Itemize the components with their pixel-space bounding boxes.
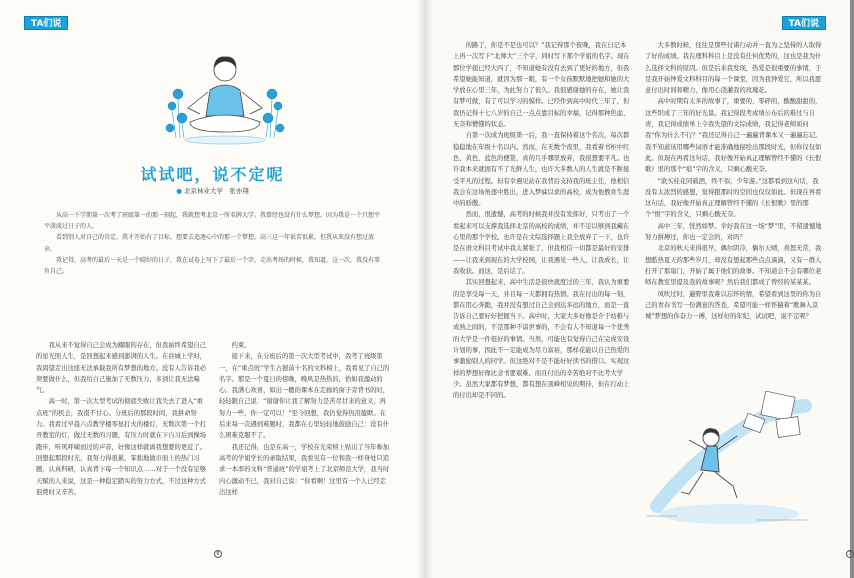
body-paragraph: 大多数时候，往往是那些付诸行动并一直为之坚持的人取得了好的成绩。我在理科科目上是没有任何优势的，这也是我为什么选择文科的原因。但是后来我发现，热爱是很重要的事情，于是我开始钟爱文科科目的每一个课堂，因为我钟爱它，所以我愿意付出时间和精力，像用心浇灌我的玫瑰花。 xyxy=(645,42,822,95)
body-paragraph: 的路了，你是不是也可以？”我记得那个夜晚，我在日记本上再一次写下“北师大”三个字，同时写下那个学姐的名字。现在那位学姐已经大四了，不知道她有没有去到了更好的地方，但我希望她能知道，就因为那一眼，有一个女孩默默地把她和她的大学放在心里三年，为此努力了很久。我很感谢她的存在，她让我有梦可做，有了可以学习的模样。已经作到高中时代三年了，但我仍记得十七八岁的自己一点点靠目标的幸福，记得那种焦虑、无奈和懵懂的状态。 xyxy=(453,42,630,129)
article-intro xyxy=(44,210,382,277)
intro-paragraph: 从高一下学期第一次考了班级第一的那一刻起，我就想考北京一所名牌大学。我曾经也没有什么梦想，因为我是一个只想平平淡淡过日子的人。 xyxy=(44,212,381,231)
author-name: 张亦翔 xyxy=(229,187,249,195)
right-column-1 xyxy=(453,40,631,558)
article-title: 试试吧，说不定呢 xyxy=(140,165,285,184)
left-column-1 xyxy=(36,340,207,548)
left-page xyxy=(0,0,425,578)
running-student-illustration xyxy=(637,386,815,536)
right-column-2 xyxy=(645,40,823,380)
body-paragraph: 高中三年，恍然如梦。幸好我在这一场“梦”里，不留遗憾地努力拼搏过，你也一定会的，对吗？ xyxy=(645,222,822,242)
right-page xyxy=(425,0,850,578)
left-body-columns xyxy=(36,340,390,548)
body-paragraph: 风吹过时，遍野里我难以忘怀的情，希望看到这里的你为自己的青春书写一份满意的答卷，希望可能一样怀揣着“歌舞入京城”梦想的你奋力一搏，这样好的年纪，试试吧，说不定呢？ xyxy=(645,290,822,321)
body-paragraph: 自第一次成为班级第一后，我一直保持着这个名次，每次都稳稳地在年级十名以内。然而，在无数个夜里，我看着书柜中红色、黄色、蓝色的便签，真的几乎哪里放弃，我很想要平凡。也许我本来就拥有不了光鲜人生，也许大多数人的人生就是不断接受平凡的过程。但有幸遇见站在我背后支持我的班主任，他相信我会在这场角逐中胜出，进入梦寐以求的高校，成为他教育生涯中的骄傲。 xyxy=(453,132,630,208)
page-number-left: 6 xyxy=(214,550,222,558)
body-paragraph: 其实回想起来，高中生活是很快就度过的三年，我认为重要的是享受每一天，并且每一天都拥有热情。我在付出的每一刻，都在用心奔跑，我并没有想过自己会到达多远的地方，而是一直告诉自己要好好把握当下。高中时，大家大多好像是介于幼稚与成熟之间的，不是那种不谙世事的，不会有人不知道每一个优秀的大学是一件很好的事情。当然，可能也有觉得自己在完成安设计划的事，因此不一定能成为尽力富裕，那样花能以自己热爱的事激励别人的同学。但这绝对不是不能好好读书的借口。实现这样的梦想好像比念书要艰难。而且付出的辛苦绝对不比考大学少。虽然大家都有梦想，都有想在顶峰相见的期待，但在行动上的付出却是不同的。 xyxy=(453,279,630,400)
body-paragraph: “欲买桂花同载酒，终不似，少年游。”这都看到这句话，我没有太浓烈的感想，觉得跟那时的空间也仅仅如此。但现在再看这句话，我好像开始真正理解曾经不懂的《长恨歌》里的那个“恨”字的含义，只剩心酸无奈。 xyxy=(645,177,822,219)
bullet-icon: ● xyxy=(176,187,182,195)
girl-meditating-illustration xyxy=(160,48,290,160)
section-tag-right: TA们说 xyxy=(782,16,826,30)
body-paragraph: 北京的秋天来得很早，偶尔阴冷，偶尔天晴，喜怒无常，我想酷热夏天的那些岁月，却没有想起那些点点滴滴，又有一群人打开了那扇门，开始了属于他们的故事。不知道会不会有哪位老师在教室里提及我的故事呢？然后我们都成了曾经的某某某。 xyxy=(645,245,822,287)
body-paragraph: 高中时期有太多的故事了，重要的、零碎的，酸酸甜甜的，这些织成了三年的好光景。我记得段考成绩公布后的难过与自责，我记得成绩单上令我失望的文综成绩，我记得老师质问我“你为什么不行？”我还记得自己一遍遍背课本又一遍遍忘记。我不知道该用哪些词语才能准确地描绘出那段时光，但你仅仅如此。但现在再看这句话，我好像开始真正理解曾经不懂的《长恨歌》里的那个“痕”字的含义，只剩心酸无奈。 xyxy=(645,98,822,174)
body-paragraph: 接下来，在分班后的第一次大型考试中，我考了班级第一，在“重点班”学生占据前十名的文科榜上，我看见了自己的名字。那是一个夏日的傍晚，晚风是热热的，恰如我激动的心。我满心欢喜，如出一辙的课本在走廊的窗子旁背书的时，轻轻跟自己说：“谢谢你让我了解努力是苦尽甘来的意义，再努力一些，你一定可以！”至今回想，我仍觉得热泪盈眶。在后来每一次遇到难题时，我都在心里轻轻地鼓励自己：没有什么困难克服不了。 xyxy=(219,353,390,440)
intro-paragraph: 我记得，高考的最后一天是一个晴好的日子，我在试卷上写下了最后一个字，走出考场的时候，我知道，这一次，我没有辜负自己。 xyxy=(44,256,381,276)
section-tag-left: TA们说 xyxy=(24,16,68,30)
byline xyxy=(0,186,425,195)
body-paragraph: 我从来不觉得自己会成为耀眼的存在，但我始终希望自己的星光照人生，是回想起来感到澎湃的人生。在县城上学时，我渴望走出这座无法承载我所有梦想的地方。没有人告诉我必须要做什么，但我给自己施加了无数压力，多到让我无法喘气。 xyxy=(36,342,207,395)
intro-paragraph: 看到别人对自己的肯定，我才开始有了目标，想要去追逐心中的那一个梦想。高三这一年很苦很累，但我从来没有想过放弃。 xyxy=(44,234,375,253)
body-paragraph: 我还记得，也是在高一，学校在光荣榜上贴出了当年参加高考的学姐学长的录取结果，我看见有一位和我一样身处只追求一本率的文科“普通班”的学姐考上了北京师范大学，我当时内心激动不已，我对自己说：“你看啊！这里有一个人已经走出这样 xyxy=(219,443,390,496)
body-paragraph: 然而，很遗憾，高考的时候我并没有发挥好，只考出了一个看起来可以支撑我选择北京的高校的成绩，并不足以够到我藏在心里的那个学校。也许是在文综选择题上我全放弃了一下，也许是在语文科目考试中我太紧张了，但我相信一切都是最好的安排——让我来到现在的大学校园，让我遇见一些人，让我成长，让我收获。而这，是后话了。 xyxy=(453,211,630,275)
author-school: 北京林业大学 xyxy=(184,187,224,195)
body-paragraph: 高一时，第一次大型考试的彻底失败让我失去了进入“重点班”的机会，我很不甘心。分班后的那段时间，我拼命努力。我看过早晨六点教学楼零星打火的楼灯，无数次第一个打开教室的灯，做过无数的习题，有压力时就在下自习后到操场跑步，听风呼啸而过的声音，好像这样就离我想要的更近了。回想起那段时光，我努力得很累，笨拙地做市面上的热门习题，认真科研，认真背下每一个知识点……对于一个没有足够天赋的人来说，这是一种稳定踏实的努力方式，不过这种方式很费时又辛苦。 xyxy=(36,398,207,496)
book-gutter-shadow xyxy=(417,0,433,578)
body-paragraph: 约束。 xyxy=(231,342,251,349)
page-number-right: 7 xyxy=(846,550,854,558)
left-column-2 xyxy=(219,340,390,548)
